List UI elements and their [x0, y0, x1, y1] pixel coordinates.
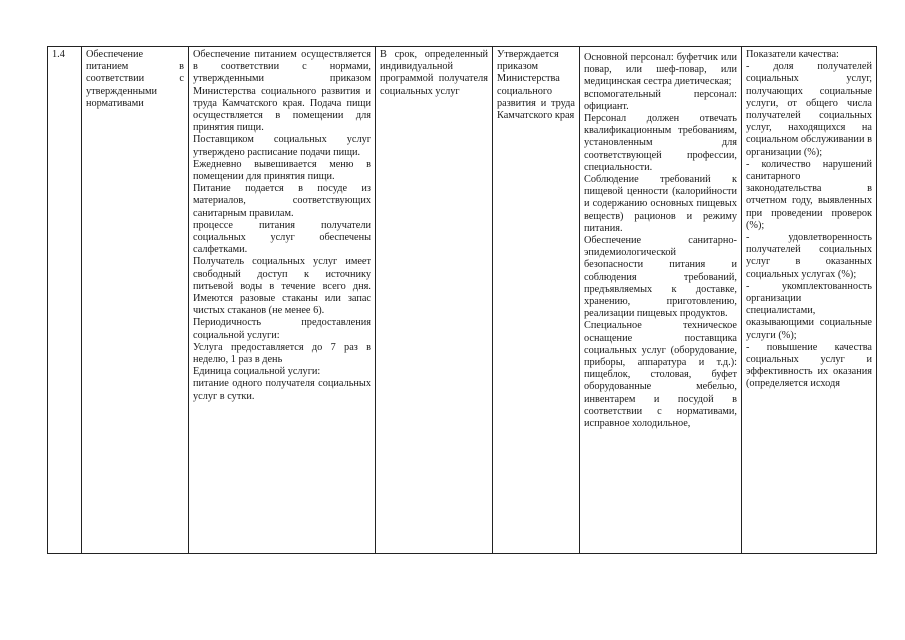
staff-paragraph: Основной персонал: буфетчик или повар, или шеф-повар, или медицинская сестра диетическая; — [584, 52, 737, 88]
description-paragraph: Периодичность предоставления социальной услуги: — [193, 317, 371, 341]
staff-cell — [580, 47, 742, 554]
indicator-item: - укомплектованность организации специалистами, оказывающими социальные услуги (%); — [746, 280, 872, 341]
service-term: В срок, определенный индивидуальной программой получателя социальных услуг — [380, 49, 488, 97]
staff-paragraph: Персонал должен отвечать квалификационным требованиям, установленным для соответствующей профессии, специальности. — [584, 113, 737, 173]
indicator-item: - повышение качества социальных услуг и эффективность их оказания (определяется исходя — [746, 341, 872, 390]
staff-paragraph: Специальное техническое оснащение поставщика социальных услуг (оборудование, приборы, аппаратура и т.д.): пищеблок, столовая, буфет оборудованные мебелью, инвентарем и посудой в соответствии с нормативами, исправное холодильное, — [584, 320, 737, 430]
services-table — [47, 46, 877, 554]
indicator-item: - доля получателей социальных услуг, получающих социальные услуги, от общего числа получателей социальных услуг, находящихся на социальном обслуживании в организации (%); — [746, 61, 872, 158]
service-normative: Утверждается приказом Министерства социального развития и труда Камчатского края — [497, 49, 575, 122]
row-number-cell — [48, 47, 82, 554]
description-paragraph: питание одного получателя социальных услуг в сутки. — [193, 378, 371, 402]
service-name-cell — [82, 47, 189, 554]
indicator-item: - количество нарушений санитарного законодательства в отчетном году, выявленных при проведении проверок (%); — [746, 158, 872, 231]
description-paragraph: Получатель социальных услуг имеет свободный доступ к источнику питьевой воды в течение всего дня. Имеются разовые стаканы или запас чистых стаканов (не менее 6). — [193, 256, 371, 317]
staff-paragraph: Обеспечение санитарно-эпидемиологической безопасности питания и соблюдения требований, предъявляемых к доставке, хранению, приготовлению, реализации пищевых продуктов. — [584, 235, 737, 320]
row-number: 1.4 — [52, 49, 65, 60]
description-cell — [189, 47, 376, 554]
normative-cell — [493, 47, 580, 554]
indicator-item: - удовлетворенность получателей социальных услуг в оказанных социальных услугах (%); — [746, 232, 872, 280]
description-paragraph: Питание подается в посуде из материалов, соответствующих санитарным правилам. — [193, 183, 371, 219]
description-paragraph: Услуга предоставляется до 7 раз в неделю, 1 раз в день — [193, 341, 371, 366]
term-cell — [376, 47, 493, 554]
description-paragraph: Единица социальной услуги: — [193, 366, 321, 378]
description-paragraph: Поставщиком социальных услуг утверждено расписание подачи пищи. — [193, 134, 371, 158]
description-paragraph: Ежедневно вывешивается меню в помещении для принятия пищи. — [193, 158, 371, 183]
staff-paragraph: Соблюдение требований к пищевой ценности (калорийности и содержанию основных пищевых веществ) рационов и режиму питания. — [584, 174, 737, 234]
description-paragraph: процессе питания получатели социальных услуг обеспечены салфетками. — [193, 219, 371, 256]
indicators-cell — [742, 47, 877, 554]
description-paragraph: Обеспечение питанием осуществляется в соответствии с нормами, утвержденными приказом Министерства социального развития и труда Камчатского края. Подача пищи осуществляется в помещении для принятия пищи. — [193, 49, 371, 134]
table-row — [48, 47, 877, 554]
service-name: Обеспечение питанием в соответствии с утвержденными нормативами — [86, 49, 184, 109]
indicator-item: Показатели качества: — [746, 49, 839, 60]
staff-paragraph: вспомогательный персонал: официант. — [584, 88, 737, 112]
